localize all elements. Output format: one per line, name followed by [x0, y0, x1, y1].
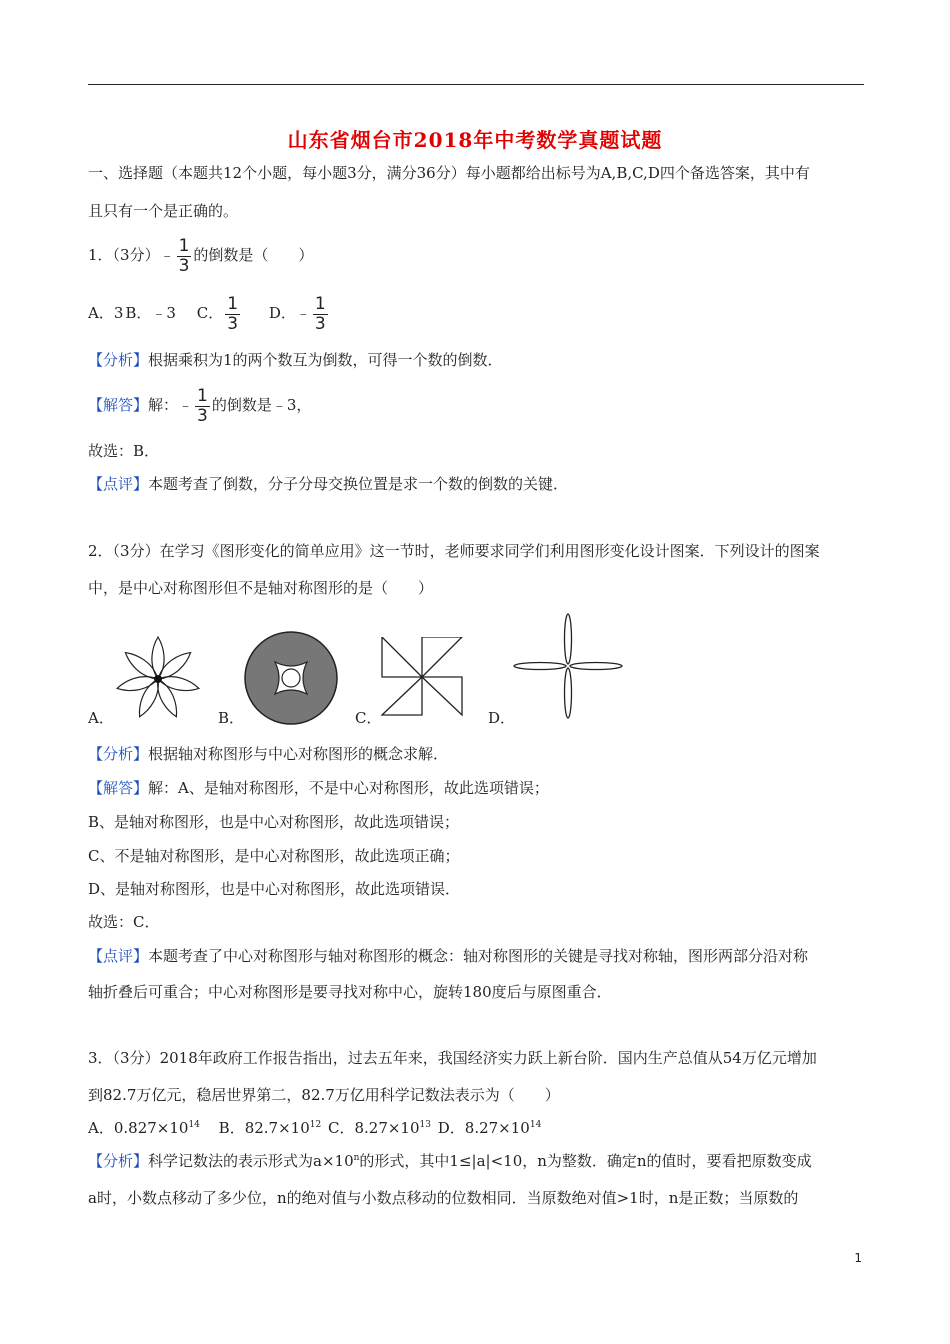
q2-comment-1: 【点评】本题考查了中心对称图形与轴对称图形的概念：轴对称图形的关键是寻找对称轴，图形两部分沿对称: [88, 947, 809, 965]
header-rule: [88, 84, 864, 85]
q2-solution-b: B、是轴对称图形，也是中心对称图形，故此选项错误；: [88, 813, 460, 831]
figure-c-pinwheel: [380, 637, 464, 717]
q3-stem-1: 3．（3分）2018年政府工作报告指出，过去五年来，我国经济实力跃上新台阶．国内生产总值从54万亿元增加: [88, 1049, 817, 1067]
figure-a-label: A．: [88, 709, 114, 727]
intro-line-2: 且只有一个是正确的。: [88, 202, 239, 220]
q2-solution: 【解答】解：A、是轴对称图形，不是中心对称图形，故此选项错误；: [88, 779, 549, 797]
q2-analysis: 【分析】根据轴对称图形与中心对称图形的概念求解．: [88, 745, 449, 763]
q1-fraction: $\frac{1}{3}$: [178, 235, 190, 276]
q2-answer: 故选：C．: [88, 913, 160, 931]
q3-analysis-1: 【分析】科学记数法的表示形式为$a\times 10^n$的形式，其中1≤|a|<10，n为整数．确定n的值时，要看把原数变成: [88, 1152, 812, 1170]
q2-comment-2: 轴折叠后可重合；中心对称图形是要寻找对称中心，旋转180度后与原图重合．: [88, 983, 612, 1001]
q3-options: A．$0.827\times 10^{14}$ B．$82.7\times 10^{12}$ C．$8.27\times 10^{13}$ D．$8.27\times 10^{14}$: [88, 1119, 542, 1137]
q3-stem-2: 到82.7万亿元，稳居世界第二，82.7万亿用科学记数法表示为（ ）: [88, 1086, 560, 1104]
figure-d-label: D．: [488, 709, 516, 727]
figure-a-flower: [112, 633, 204, 725]
page-number: 1: [854, 1251, 862, 1265]
figure-b-label: B．: [218, 709, 245, 727]
q2-solution-c: C、不是轴对称图形，是中心对称图形，故此选项正确；: [88, 847, 460, 865]
page-title: 山东省烟台市2018年中考数学真题试题: [287, 128, 663, 152]
figure-c-label: C．: [355, 709, 382, 727]
q1-stem: 1．（3分）﹣ $\frac{1}{3}$ 的倒数是（ ）: [88, 235, 314, 276]
q1-analysis: 【分析】根据乘积为1的两个数互为倒数，可得一个数的倒数．: [88, 351, 503, 369]
q1-comment: 【点评】本题考查了倒数，分子分母交换位置是求一个数的倒数的关键．: [88, 475, 569, 493]
q1-answer: 故选：B．: [88, 442, 160, 460]
q3-analysis-2: a时，小数点移动了多少位，n的绝对值与小数点移动的位数相同．当原数绝对值>1时，n是正数；当原数的: [88, 1189, 799, 1207]
figure-b-coin: [243, 630, 339, 726]
q1-options: A．3 B．﹣3 C． $\frac{1}{3}$ D．﹣ $\frac{1}{3}$: [88, 293, 326, 334]
q2-stem-2: 中，是中心对称图形但不是轴对称图形的是（ ）: [88, 579, 434, 597]
figure-d-cross: [512, 612, 624, 720]
q2-solution-d: D、是轴对称图形，也是中心对称图形，故此选项错误．: [88, 880, 461, 898]
intro-line-1: 一、选择题（本题共12个小题，每小题3分，满分36分）每小题都给出标号为A,B,C,D四个备选答案，其中有: [88, 164, 810, 182]
q1-solution: 【解答】解：﹣ $\frac{1}{3}$ 的倒数是﹣3，: [88, 385, 312, 426]
q2-stem-1: 2．（3分）在学习《图形变化的简单应用》这一节时，老师要求同学们利用图形变化设计图案．下列设计的图案: [88, 542, 820, 560]
